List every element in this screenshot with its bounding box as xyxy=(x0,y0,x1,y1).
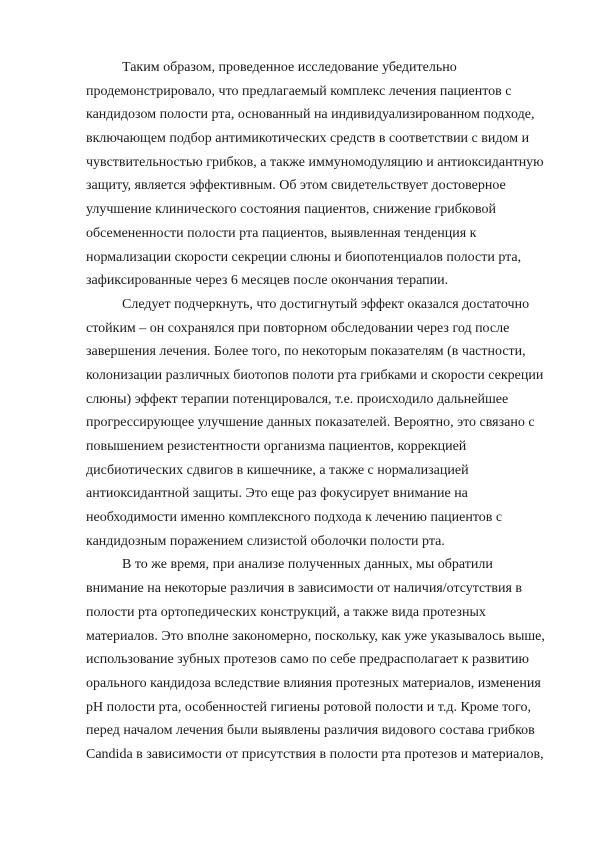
text-line: прогрессирующее улучшение данных показателей. Вероятно, это связано с xyxy=(86,415,535,431)
text-line: нормализации скорости секреции слюны и биопотенциалов полости рта, xyxy=(86,249,522,265)
text-line: кандидозом полости рта, основанный на индивидуализированном подходе, xyxy=(86,107,535,123)
text-line: продемонстрировало, что предлагаемый комплекс лечения пациентов с xyxy=(86,83,512,99)
text-line: завершения лечения. Более того, по некоторым показателям (в частности, xyxy=(86,344,526,360)
text-line: перед началом лечения были выявлены различия видового состава грибков xyxy=(86,723,535,739)
paragraph-first-line: Следует подчеркнуть, что достигнутый эффект оказался достаточно xyxy=(122,296,530,312)
text-line: кандидозным поражением слизистой оболочки полости рта. xyxy=(86,533,445,549)
text-line: стойким – он сохранялся при повторном обследовании через год после xyxy=(86,320,510,336)
text-line: улучшение клинического состояния пациентов, снижение грибковой xyxy=(86,202,496,218)
text-line: полости рта ортопедических конструкций, а также вида протезных xyxy=(86,604,486,620)
text-line: необходимости именно комплексного подхода к лечению пациентов с xyxy=(86,510,503,526)
text-line: слюны) эффект терапии потенцировался, т.е. происходило дальнейшее xyxy=(86,391,509,407)
text-line: орального кандидоза вследствие влияния протезных материалов, изменения xyxy=(86,675,541,691)
paragraph-first-line: Таким образом, проведенное исследование убедительно xyxy=(122,60,457,75)
text-line: защиту, является эффективным. Об этом свидетельствует достоверное xyxy=(86,178,506,194)
text-line: зафиксированные через 6 месяцев после окончания терапии. xyxy=(86,273,449,289)
text-line: колонизации различных биотопов полоти рта грибками и скорости секреции xyxy=(86,367,544,383)
text-line: чувствительностью грибков, а также иммуномодуляцию и антиоксидантную xyxy=(86,154,544,170)
text-line: pH полости рта, особенностей гигиены ротовой полости и т.д. Кроме того, xyxy=(86,699,531,715)
text-line: антиоксидантной защиты. Это еще раз фокусирует внимание на xyxy=(86,486,468,502)
text-line: обсемененности полости рта пациентов, выявленная тенденция к xyxy=(86,225,477,241)
text-line: материалов. Это вполне закономерно, поскольку, как уже указывалось выше, xyxy=(86,628,545,644)
text-line: включающем подбор антимикотических средств в соответствии с видом и xyxy=(86,131,530,147)
text-line: использование зубных протезов само по себе предрасполагает к развитию xyxy=(86,652,529,668)
paragraph-first-line: В то же время, при анализе полученных данных, мы обратили xyxy=(122,557,493,573)
text-line: дисбиотических сдвигов в кишечнике, а также с нормализацией xyxy=(86,462,469,478)
document-body xyxy=(86,56,546,767)
text-line: повышением резистентности организма пациентов, коррекцией xyxy=(86,439,467,454)
text-line: внимание на некоторые различия в зависимости от наличия/отсутствия в xyxy=(86,581,523,597)
text-line: Candida в зависимости от присутствия в полости рта протезов и материалов, xyxy=(86,746,544,762)
